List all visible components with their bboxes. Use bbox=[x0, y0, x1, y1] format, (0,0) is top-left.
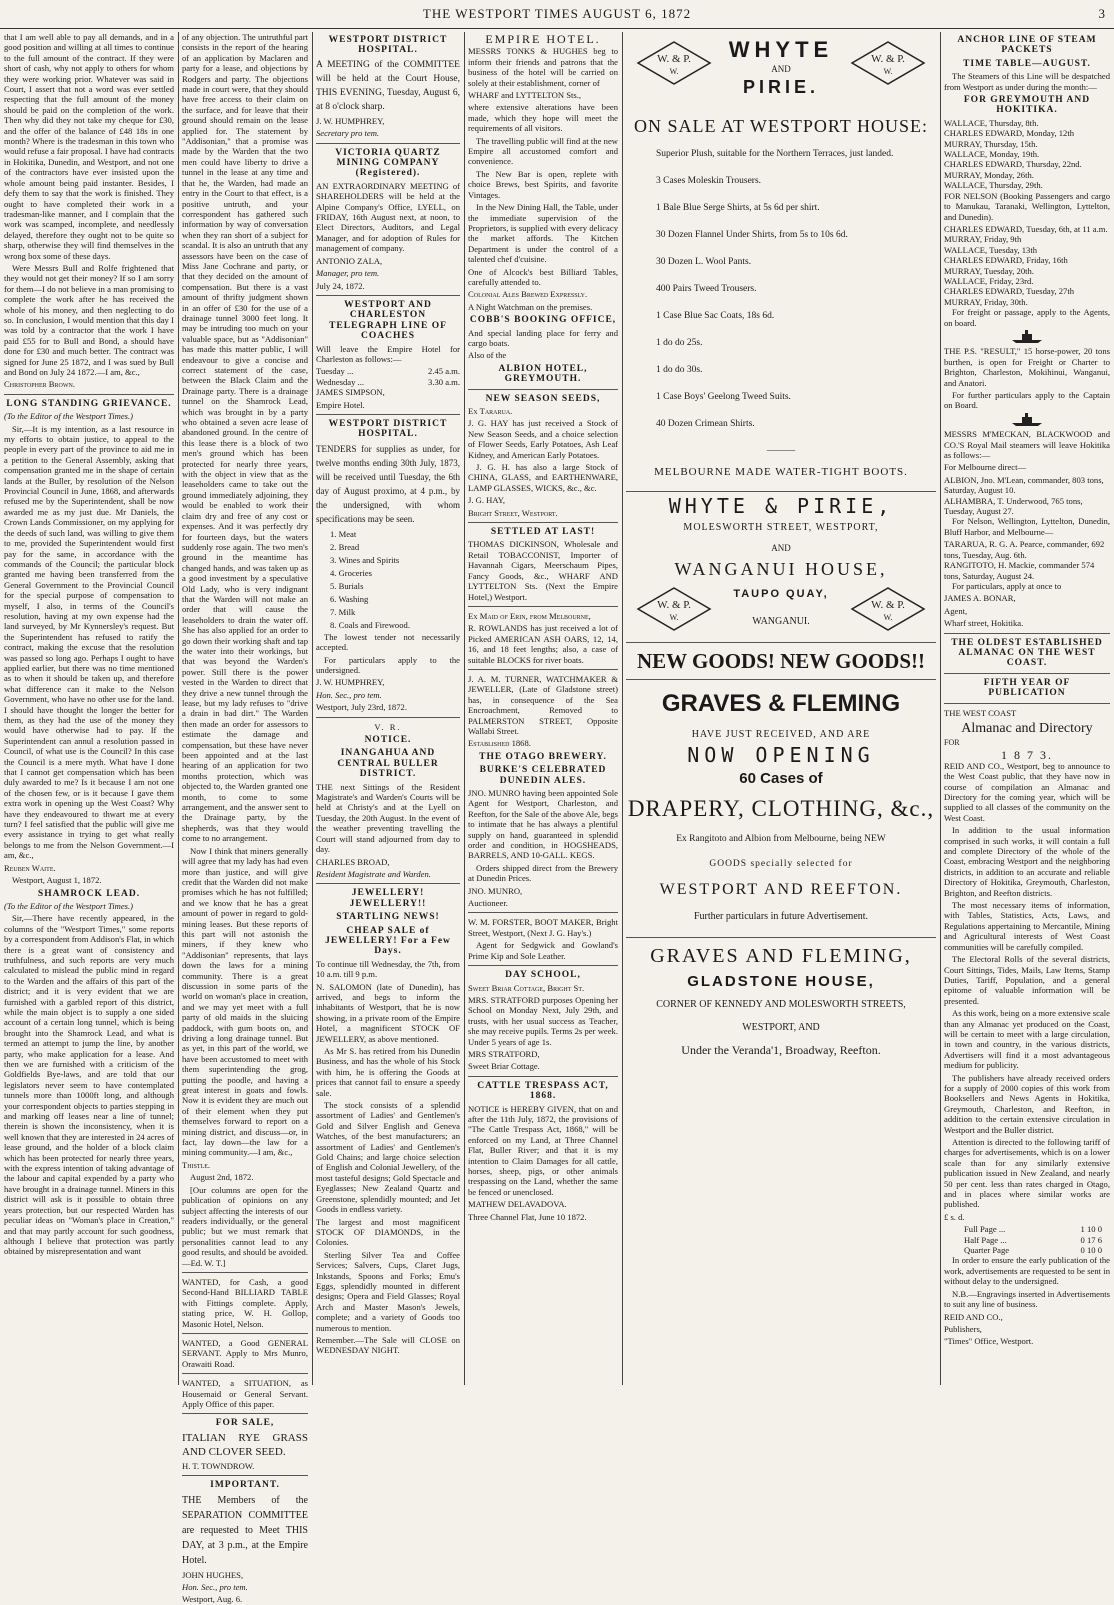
ad-heading: COBB'S BOOKING OFFICE, bbox=[469, 315, 617, 326]
divider bbox=[626, 679, 936, 680]
timetable bbox=[316, 366, 460, 387]
ad-signature: "Times" Office, Westport. bbox=[944, 1336, 1034, 1347]
column-5 bbox=[626, 32, 936, 1385]
on-sale-heading: ON SALE AT WESTPORT HOUSE: bbox=[634, 116, 928, 136]
sailing-item: CHARLES EDWARD, Tuesday, 27th bbox=[944, 286, 1075, 297]
sailing-item: CHARLES EDWARD, Friday, 16th bbox=[944, 255, 1068, 266]
divider bbox=[182, 1373, 308, 1374]
wp-logo-text: W. & P. bbox=[657, 53, 691, 65]
editor-address: (To the Editor of the Westport Times.) bbox=[4, 411, 133, 422]
ad-date: Westport, July 23rd, 1872. bbox=[316, 702, 407, 713]
timetable-row bbox=[316, 377, 460, 387]
tender-item: 1. Meat bbox=[330, 528, 357, 539]
ad-signature: J. W. HUMPHREY, bbox=[316, 677, 385, 688]
sailing-item: MURRAY, Tuesday, 20th. bbox=[944, 265, 1034, 276]
ad-signature: Resident Magistrate and Warden. bbox=[316, 868, 431, 879]
ad-subheading: Ex Tararua. bbox=[468, 406, 513, 416]
ad-signature: Hon. Sec., pro tem. bbox=[182, 1582, 248, 1593]
ad-date: July 24, 1872. bbox=[316, 280, 365, 291]
goods-item: 400 Pairs Tweed Trousers. bbox=[656, 284, 757, 294]
tariff-row-cell: 0 10 0 bbox=[1080, 1245, 1102, 1256]
ad-signature: JNO. MUNRO, bbox=[468, 885, 523, 896]
ad-heading: FIFTH YEAR OF PUBLICATION bbox=[983, 677, 1071, 699]
ad-signature: Secretary pro tem. bbox=[316, 128, 380, 139]
tender-item: 8. Coals and Firewood. bbox=[330, 619, 410, 630]
ad-signature: Wharf street, Hokitika. bbox=[944, 618, 1024, 629]
sailing-item: CHARLES EDWARD, Monday, 12th bbox=[944, 128, 1075, 139]
article-heading: SHAMROCK LEAD. bbox=[37, 888, 141, 899]
ad-heading: NEW SEASON SEEDS, bbox=[485, 393, 601, 404]
ad-text: As Mr S. has retired from his Dunedin Business, and has the whole of his Stock with him, he is offering the Goods at prices that cannot fail to ensure a speedy sale. bbox=[316, 1046, 460, 1098]
sailing-item: MURRAY, Friday, 30th. bbox=[944, 296, 1028, 307]
taupo-quay: TAUPO QUAY, bbox=[733, 588, 829, 600]
divider bbox=[316, 883, 460, 884]
wp-diamond-logo bbox=[636, 586, 712, 632]
whyte-pirie-banner: WHYTE & PIRIE, bbox=[668, 494, 894, 518]
ad-subheading: INANGAHUA AND CENTRAL BULLER DISTRICT. bbox=[337, 748, 439, 780]
steamer-icon bbox=[944, 330, 1110, 346]
ad-text: N. SALOMON (late of Dunedin), has arrived, and begs to inform the inhabitants of Westport, that he is now showing, in a private room of the Empire Hotel, a magnificent STOCK OF JEWELLERY, as above mentioned. bbox=[316, 981, 460, 1044]
ad-text: Orders shipped direct from the Brewery at Dunedin Prices. bbox=[468, 862, 618, 884]
ad-date: Three Channel Flat, June 10 1872. bbox=[468, 1211, 587, 1222]
sailing-item: MURRAY, Monday, 26th. bbox=[944, 169, 1034, 180]
ad-text: The travelling public will find at the new Empire all accustomed comfort and convenience. bbox=[468, 135, 618, 167]
ad-text: MRS. STRATFORD purposes Opening her School on Monday Next, July 29th, and trusts, with her usual success as Teacher, she may receive pupils. Terms 2s per week. Under 5 years of age 1s. bbox=[468, 994, 618, 1047]
editor-note: [Our columns are open for the publication of opinions on any subject affecting the interests of our readers individually, or the general public; but we must remark that personalities cannot lead to any good results, and should be avoided.—Ed. W. T.] bbox=[182, 1184, 308, 1268]
wp-logo-sub: W. bbox=[669, 613, 679, 622]
divider bbox=[944, 633, 1110, 634]
ad-subheading: Ex Maid of Erin, from Melbourne, bbox=[468, 610, 591, 621]
ad-signature: ANTONIO ZALA, bbox=[316, 255, 383, 266]
cases-line: 60 Cases of bbox=[739, 770, 823, 787]
divider bbox=[316, 717, 460, 718]
column-2 bbox=[182, 32, 309, 1605]
masthead-title: THE WESTPORT TIMES AUGUST 6, 1872 bbox=[422, 6, 692, 21]
ad-heading: IMPORTANT. bbox=[210, 1480, 280, 1491]
wanganui-house: WANGANUI HOUSE, bbox=[674, 559, 888, 579]
ad-text: The most necessary items of information, with Tables, Statistics, Acts, Laws, and Regulations appertaining to Mercantile, Mining and Agricultural interests of West Coast communities will be carefully compiled. bbox=[944, 900, 1110, 952]
column-rule bbox=[178, 32, 179, 1385]
ad-text: Colonial Ales Brewed Expressly. bbox=[468, 289, 588, 300]
column-1 bbox=[4, 32, 174, 1385]
article-text: Sir,—There have recently appeared, in the columns of the "Westport Times," some reports by a correspondent from Addison's Flat, in which there is a great want of consistency and truthfulness, and such reports are very much calculated to mislead the public mind in regard to the Warden and the affairs of this part of the district; and it is very evident that we are furnished with a garbled report of this district, while the main object is to supply a one sided account of a certain long tunnel, which is being brought into the Shamrock Lead, and what is termed an attempt to jump the line, by another party, who make application for a lease. And then we are furnished with a criticism of the Goldfields Bye-laws, and are told that our legislators never seem to have contemplated tunnels more than 1000ft long, and although your correspondent objects to parties stepping in and marking off leases near a line of tunnel; therein is shown the inconsistency, when it is well known that they are interested in 24 acres of lease ground, and the holder of a block claim which has been protected for nearly three years, with the express intention of taking advantage of the labour and capital expended by a party who have brought in a drainage tunnel. Miners in this district will ask is it possible to obtain three years protection, but our respected Warden has peculiar ideas on "Woman's place in Creation," and that may partly account for such goodness, although I believe that protection was partly obtained by misrepresentation and want bbox=[4, 913, 174, 1257]
divider bbox=[626, 937, 936, 938]
graves-fleming-title: GRAVES & FLEMING bbox=[661, 690, 901, 717]
tender-item: 6. Washing bbox=[330, 593, 369, 604]
ad-subheading: Sweet Briar Cottage, Bright St. bbox=[468, 982, 585, 993]
ad-signature: Agent, bbox=[944, 605, 968, 616]
goods-item: 1 do do 25s. bbox=[656, 338, 703, 348]
notice-text: THE next Sittings of the Resident Magistrate's and Warden's Courts will be held at Christy's and at the Lyell on Tuesday, the 20th August. In the event of the weather preventing travelling the Court will stand adjourned from day to day. bbox=[316, 781, 460, 855]
wp-logo-sub: W. bbox=[669, 67, 679, 76]
goods-item: 1 Case Boys' Geelong Tweed Suits. bbox=[656, 392, 791, 402]
sailing-item: WALLACE, Friday, 23rd. bbox=[944, 275, 1034, 286]
pirie-title: PIRIE. bbox=[742, 77, 819, 97]
tender-item: 5. Burials bbox=[330, 580, 364, 591]
article-text: of any objection. The untruthful part consists in the report of the hearing of an application by Maclaren and party for a lease, and objections by Rodgers and party. The objections made in court were, that they should have free access to their claim on the surface, and for leave that their ground should remain on the lease applied for. The statement by "Addisonian," that a promise was made by the Warden that the two men could have liberty to drive a tunnel in the lease at any time and that he, the Warden, had made an entry in the Court to that effect, is a positive untruth, and your correspondent has gathered such information by way of conversation when they ran short of a subject for scandal. It is also an untruth that any assessors have been on the case of Miss Jane Cochrane and party, or that they decided on the amount of compensation. But there is a vast amount of thrifty judgment shown in an offer of £30 for the use of a drainage tunnel 3000 feet long. It may be intruding too much on your valuable space, but as "Addisonian" has made this matter public, I will endeavour to give a concise and correct statement of the case, between the Black Claim and the Drainage party. There is a drainage tunnel on the Shamrock Lead, which was brought in by a party who obtained a seven acre lease of abandoned ground. In the centre of this lease there is a block of two men's ground which has been protected for nearly three years, with the object in view that as the leaseholders came to take out the ground immediately adjoining, they would be enabled to work their claim dry and free of any cost or expenses. And it was perfectly dry for fourteen days, but the waters suddenly rose again. The two men's ground in the meantime has changed hands, and was taken up as a good investment by a speculative Old Lady, who is very indignant that the Warden will not make an order that will cause the leaseholders to drain the water off. She has also applied for an order to go down their working shaft and tap the water into their workings, but that was beyond the Warden's power. Still there is the power vested in the Warden to direct that they drive a new tunnel through the lease, but my lady refuses to "drive a drain in bad dirt." The Warden then made an order for assessors to estimate the damage and compensation, but these have never been appointed and at the last hearing of an application for two months protection, which was objected to, the Warden granted one month, to come to some arrangement, and the answer sent to the Drainage party, by the shepherds, was that they would come to no arrangement. bbox=[182, 32, 309, 844]
tender-item: 4. Groceries bbox=[330, 567, 372, 578]
ad-heading: WESTPORT DISTRICT HOSPITAL. bbox=[328, 35, 448, 56]
ad-heading: ALBION HOTEL, GREYMOUTH. bbox=[498, 363, 588, 385]
ad-text: Remember.—The Sale will CLOSE on WEDNESDAY NIGHT. bbox=[316, 1334, 460, 1356]
ad-text: As this work, being on a more extensive scale than any Almanac yet produced on the Coast, will be certain to meet with a large circulation, in town and country, in the various districts, Advertisers will find it a most advantageous medium for publicity. bbox=[944, 1008, 1110, 1071]
ad-text: THOMAS DICKINSON, Wholesale and Retail TOBACCONIST, Importer of Havannah Cigars, Meerschaum Pipes, Fancy Goods, &c., WHARF AND LYTTELTON Sts. (Next the Empire Hotel,) Westport. bbox=[468, 539, 618, 602]
ad-heading: NOTICE. bbox=[364, 735, 412, 746]
tariff-row-cell: Half Page ... bbox=[964, 1234, 1007, 1245]
ad-text: For particulars, apply at once to bbox=[952, 580, 1062, 591]
ad-text: Sterling Silver Tea and Coffee Services; Salvers, Cups, Claret Jugs, Inkstands, Spoons and Forks; Emu's Eggs, splendidly mounted in different designs; Opera and Field Glasses; Royal Arch and Master Mason's Jewels, complete; and a variety of Goods too numerous to mention. bbox=[316, 1249, 460, 1333]
tariff-header: £ s. d. bbox=[944, 1211, 965, 1222]
notice-text: TENDERS for supplies as under, for twelve months ending 30th July, 1873, will be received until Tuesday, the 6th day of August proximo, at 4 p.m., by the undersigned, with whom specifications may be seen. bbox=[316, 443, 460, 524]
graves-fleming-title-2: GRAVES AND FLEMING, bbox=[650, 945, 912, 967]
ad-text: J. A. M. TURNER, WATCHMAKER & JEWELLER, (Late of Gladstone street) has, in consequence of the Sea Encroachment, Removed to PALMERSTON STREET, Opposite Wallabi Street. bbox=[468, 673, 618, 736]
divider bbox=[944, 703, 1110, 704]
wanganui-town: WANGANUI. bbox=[752, 616, 810, 627]
ex-line: Ex Rangitoto and Albion from Melbourne, being NEW bbox=[676, 834, 886, 844]
column-3 bbox=[316, 32, 460, 1385]
divider bbox=[316, 295, 460, 296]
divider: ——— bbox=[766, 446, 796, 456]
article-text: Now I think that miners generally will agree that my lady has had even more than justice, and will give credit that the Warden did not make promises which he has not fulfilled; and we know that he has a great amount of power in regard to gold-mining leases. But these reports of this part will not astonish the miners, if they knew who "Addisonian" represents, that lays down the laws for a mining community. There is a great discussion in some parts of the world on woman's place in creation, and we may yet meet with a full party of old maids in the sluicing paddock, with gum boots on, and driving a long drainage tunnel. But as yet, in this part of the world, we have been accustomed to meet with them superintending the grog, putting the poodle, and having a great interest in goats and fowls. Now it is evident they are much out of their element when they put themselves forward to report on a mining district, and discuss—or, in fact, lay down—the law for a mining community.—I am, &c., bbox=[182, 845, 308, 1158]
ad-heading: CATTLE TRESPASS ACT, 1868. bbox=[477, 1080, 609, 1102]
divider bbox=[626, 642, 936, 643]
classified-ad: WANTED, for Cash, a good Second-Hand BILLIARD TABLE with Fittings complete. Apply, stating price, W. H. Gollop, Masonic Hotel, Nelson. bbox=[182, 1276, 308, 1329]
new-goods-banner: NEW GOODS! NEW GOODS!! bbox=[636, 649, 925, 673]
notice-text: For particulars apply to the undersigned. bbox=[316, 654, 460, 675]
ad-heading: WESTPORT AND CHARLESTON TELEGRAPH LINE OF COACHES bbox=[329, 299, 447, 342]
notice-text: AN EXTRAORDINARY MEETING of SHAREHOLDERS will be held at the Alpine Company's Office, LYELL, on FRIDAY, 16th August next, at noon, to Elect Directors, Auditors, and Legal Manager, and for adoption of Rules for management of company. bbox=[316, 180, 460, 254]
ad-heading: FOR GREYMOUTH AND HOKITIKA. bbox=[963, 95, 1091, 116]
corner-line: CORNER OF KENNEDY AND MOLESWORTH STREETS, bbox=[656, 999, 906, 1010]
ad-signature: Auctioneer. bbox=[468, 898, 508, 909]
timetable-row-cell: 3.30 a.m. bbox=[428, 376, 460, 387]
and-text: AND bbox=[771, 543, 791, 553]
gladstone-house: GLADSTONE HOUSE, bbox=[687, 973, 875, 990]
timetable-row-cell: Tuesday ... bbox=[316, 366, 354, 377]
ad-heading: CHEAP SALE of JEWELLERY! For a Few Days. bbox=[325, 925, 451, 957]
ad-text: For Melbourne direct— bbox=[944, 462, 1027, 473]
ad-signature: MATHEW DELAVADOVA. bbox=[468, 1199, 567, 1210]
drapery-line: DRAPERY, CLOTHING, &c., bbox=[627, 796, 935, 821]
ad-signature: CHARLES BROAD, bbox=[316, 856, 390, 867]
divider bbox=[182, 1413, 308, 1414]
sailing-list bbox=[944, 224, 1110, 307]
ad-text: And special landing place for ferry and cargo boats. bbox=[468, 327, 618, 348]
ad-text: The Electoral Rolls of the several districts, Court Sittings, Tides, Mails, Law Items, Stamp Duties, Tariff, Population, and a general epitome of valuable information will be presented. bbox=[944, 954, 1110, 1006]
wp-diamond-logo bbox=[636, 40, 712, 86]
tariff-row-cell: 0 17 6 bbox=[1080, 1234, 1102, 1245]
further-line: Further particulars in future Advertisement. bbox=[693, 911, 869, 922]
westport-and-line: WESTPORT, AND bbox=[742, 1022, 820, 1033]
ad-text: R. ROWLANDS has just received a lot of Picked AMERICAN ASH OARS, 12, 14, 16, and 18 feet lengths; also, a case of suitable BLOCKS for river boats. bbox=[468, 623, 618, 665]
sailing-item: ALHAMBRA, T. Underwood, 765 tons, Tuesday, August 27. bbox=[944, 495, 1083, 517]
goods-item: 1 Bale Blue Serge Shirts, at 5s 6d per shirt. bbox=[656, 203, 820, 213]
ad-text: In order to ensure the early publication of the work, advertisements are requested to be sent in without delay to the undersigned. bbox=[944, 1255, 1110, 1287]
timetable-row-cell: 2.45 a.m. bbox=[428, 366, 460, 377]
steamer-icon bbox=[944, 413, 1110, 429]
divider bbox=[944, 673, 1110, 674]
whyte-title: WHYTE bbox=[728, 37, 834, 62]
wp-diamond-logo bbox=[850, 586, 926, 632]
goods-item: Superior Plush, suitable for the Northern Terraces, just landed. bbox=[656, 149, 894, 159]
sailing-list bbox=[944, 118, 1110, 191]
sailing-item: RANGITOTO, H. Mackie, commander 574 tons, Saturday, August 24. bbox=[944, 560, 1095, 581]
column-rule bbox=[622, 32, 623, 1385]
notice-text: Will leave the Empire Hotel for Charleston as follows:— bbox=[316, 343, 460, 364]
ad-heading: JEWELLERY! JEWELLERY!! bbox=[349, 888, 427, 909]
wp-logo-text: W. & P. bbox=[657, 599, 691, 611]
tender-item: 3. Wines and Spirits bbox=[330, 554, 400, 565]
ad-text: W. M. FORSTER, BOOT MAKER, Bright Street, Westport, (Next J. G. Hay's.) bbox=[468, 917, 618, 938]
classified-ad: WANTED, a Good GENERAL SERVANT. Apply to Mrs Munro, Orawaiti Road. bbox=[182, 1337, 308, 1369]
letter-signature: Thistle. bbox=[182, 1159, 211, 1170]
sailing-item: TARARUA, R. G. A. Pearce, commander, 692 tons, Tuesday, Aug. 6th. bbox=[944, 539, 1105, 560]
masthead bbox=[0, 6, 1114, 29]
article-text: Sir,—It is my intention, as a last resource in my efforts to obtain justice, to appeal to the people in every part of the province to aid me in a petition to the General Assembly, asking that compensation granted me in the shape of certain lands at the Buller, by resolution of the Nelson Provincial Council in June, 1868, and afterwards refused me by the Superintendent, shall be now awarded me as my just due. Mr Daniels, the Crown Lands Commissioner, on my applying for the deeds of such land, was willing to give them to me, provided the Superintendent would first pay for the same, in accordance with the commands of the Council; the particular block granted me having been transferred from the General Government to the Provincial Council for the special purpose of compensation to myself, I also, in terms of the Council's resolution, having at my own expense had the land surveyed, by Mr Kynnersley's request. But the Superintendent has refused to ratify the contract, making the excuse that the resolution was passed so long ago. Perhaps I ought to have applied earlier, but there was no time mentioned as to when it should be taken up, and therefore what difference can it make to the Nelson Government, who have no other use for the land. I should have thought the longer the better for them, as they had the use of the money they would have otherwise had to pay. If the Superintendent can annul a resolution passed in Council, of what use is the Council? In this case the Council is a mere myth. What have I done that I cannot get compensation which has been duly awarded to me? Is it because I am not one of the chosen few, or is it because I gave them extra work in opening up the West Coast? Why have they endeavoured to thwart me at every turn? I feel satisfied that the public will give me every assistance in trying to get what really belongs to me from the Nelson Government.—I am, &c., bbox=[4, 423, 174, 861]
page-number: 3 bbox=[1098, 6, 1106, 21]
tender-item: 2. Bread bbox=[330, 541, 360, 552]
ad-signature: JAMES SIMPSON, bbox=[316, 387, 385, 398]
divider bbox=[182, 1333, 308, 1334]
ad-text: J. G. HAY has just received a Stock of New Season Seeds, and a choice selection of Flower Seeds, Early Potatoes, Ash Leaf Kidney, and American Early Potatoes. bbox=[468, 418, 618, 460]
ad-text: Established 1868. bbox=[468, 738, 531, 749]
column-4 bbox=[468, 32, 618, 1385]
ad-text: where extensive alterations have been made, which they hope will meet the requirements of all visitors. bbox=[468, 102, 618, 134]
ad-signature: REID AND CO., bbox=[944, 1311, 1003, 1322]
ad-text: The New Bar is open, replete with choice Brews, best Spirits, and favorite Vintages. bbox=[468, 168, 618, 200]
boots-line: MELBOURNE MADE WATER-TIGHT BOOTS. bbox=[654, 466, 908, 478]
ad-text: The stock consists of a splendid assortment of Ladies' and Gentlemen's Gold and Silver English and Geneva Watches, of the best manufacturers; an assortment of Ladies' and Gentlemen's Gold Chains; and large choice selection of English and Colonial Jewellery, of the most tasteful designs; Gold Spectacle and Eyeglasses; New Zealand Quartz and Greenstone, splendidly mounted; and Jet Goods in endless variety. bbox=[316, 1100, 460, 1215]
sailing-item: ALBION, Jno. M'Lean, commander, 803 tons, Saturday, August 10. bbox=[944, 474, 1104, 496]
ad-text: The Steamers of this Line will be despatched from Westport as under during the month:— bbox=[944, 71, 1110, 92]
divider bbox=[182, 1475, 308, 1476]
ad-heading: TIME TABLE—AUGUST. bbox=[963, 58, 1091, 69]
sailing-list bbox=[944, 539, 1110, 581]
ad-heading: FOR SALE, bbox=[215, 1418, 275, 1429]
ad-heading: VICTORIA QUARTZ MINING COMPANY (Registered). bbox=[335, 147, 441, 179]
classified-ad: THE Members of the SEPARATION COMMITTEE are requested to Meet THIS DAY, at 3 p.m., at the Empire Hotel. bbox=[182, 1494, 308, 1566]
article-heading: LONG STANDING GRIEVANCE. bbox=[6, 398, 172, 409]
letter-signature: Reuben Waite. bbox=[4, 862, 56, 873]
goods-item: 30 Dozen Flannel Under Shirts, from 5s to 10s 6d. bbox=[656, 230, 848, 240]
ad-signature: Empire Hotel. bbox=[316, 399, 365, 410]
letter-date: August 2nd, 1872. bbox=[190, 1172, 254, 1183]
sailing-item: CHARLES EDWARD, Tuesday, 6th, at 11 a.m. bbox=[944, 223, 1108, 234]
goods-item: 1 Case Blue Sac Coats, 18s 6d. bbox=[656, 311, 775, 321]
tariff-row bbox=[964, 1224, 1102, 1234]
ad-signature: Sweet Briar Cottage. bbox=[468, 1061, 540, 1072]
wp-logo-text: W. & P. bbox=[871, 599, 905, 611]
ad-signature: H. T. TOWNDROW. bbox=[182, 1460, 255, 1471]
sailing-item: WALLACE, Monday, 19th. bbox=[944, 149, 1040, 160]
ad-signature: Publishers, bbox=[944, 1323, 982, 1334]
classified-ad: ITALIAN RYE GRASS AND CLOVER SEED. bbox=[182, 1431, 308, 1458]
ad-text: The largest and most magnificent STOCK OF DIAMONDS, in the Colonies. bbox=[316, 1216, 460, 1248]
ad-signature: JAMES A. BONAR, bbox=[944, 593, 1016, 604]
tariff-table bbox=[944, 1224, 1110, 1255]
ad-heading: ANCHOR LINE OF STEAM PACKETS bbox=[957, 35, 1097, 56]
ad-text: THE P.S. "RESULT," 15 horse-power, 20 tons burthen, is open for Freight or Charter to Brighton, Charleston, Mokihinui, Wanganui, and Anatori. bbox=[944, 346, 1110, 388]
goods-list bbox=[626, 148, 936, 431]
almanac-title: Almanac and Directory bbox=[961, 720, 1093, 736]
column-6 bbox=[944, 32, 1110, 1385]
letter-text: that I am well able to pay all demands, and in a good position and willing at all times to continue to the full amount of the contract. If they were short of cash, why not apply to others for whom they were working prior. Whatever was said in Court, I assert that not a word was ever settled respecting that the full amount of the money should be paid on the completion of the work. Then why did they not take my cheque for £30, and the offer of the balance of £48 18s in one month? Where is the tradesman in this town who would refuse a fair proposal. I have had contracts in Hokitika, Dunedin, and Westport, and not one of the contractors have ever insisted upon the whole amount being paid instanter. Besides, I defy them to say that the work is finished. They ought to have completed their work in a tradesman-like manner, and I complain that the work was scamped, incomplete, and needlessly delayed, therefore they ought not to be quite so sharp, otherwise they will find themselves in the wrong box some of these days. bbox=[4, 32, 174, 261]
wp-logo-sub: W. bbox=[883, 613, 893, 622]
classified-ad: WANTED, a SITUATION, as Housemaid or General Servant. Apply Office of this paper. bbox=[182, 1378, 308, 1409]
column-rule bbox=[940, 32, 941, 1385]
tariff-row-cell: Full Page ... bbox=[964, 1224, 1006, 1235]
ad-signature: Hon. Sec., pro tem. bbox=[316, 689, 382, 700]
ad-subheading: THE WEST COAST bbox=[944, 707, 1017, 718]
letter-date: Westport, August 1, 1872. bbox=[12, 875, 102, 886]
ad-heading: STARTLING NEWS! bbox=[336, 912, 440, 923]
sailing-item: CHARLES EDWARD, Thursday, 22nd. bbox=[944, 159, 1082, 170]
editor-address: (To the Editor of the Westport Times.) bbox=[4, 900, 133, 911]
sailing-item: WALLACE, Tuesday, 13th bbox=[944, 244, 1038, 255]
veranda-line: Under the Veranda'1, Broadway, Reefton. bbox=[681, 1043, 881, 1057]
goods-item: 3 Cases Moleskin Trousers. bbox=[656, 176, 762, 186]
divider bbox=[626, 491, 936, 492]
tender-list bbox=[316, 528, 460, 632]
ad-text: For further particulars apply to the Captain on Board. bbox=[944, 390, 1110, 411]
goods-item: 30 Dozen L. Wool Pants. bbox=[656, 257, 752, 267]
address-line: MOLESWORTH STREET, WESTPORT, bbox=[683, 522, 879, 533]
ad-signature: Bright Street, Westport. bbox=[468, 507, 558, 518]
ad-signature: J. G. HAY, bbox=[468, 495, 506, 506]
ad-text: J. G. H. has also a large Stock of CHINA, GLASS, and EARTHENWARE, LAMP GLASSES, WICKS, &c., &c. bbox=[468, 462, 618, 493]
column-rule bbox=[464, 32, 465, 1385]
ad-text: MESSRS TONKS & HUGHES beg to inform their friends and patrons that the business of the hotel will be carried on solely at their establishment, corner of bbox=[468, 46, 618, 88]
ad-signature: Manager, pro tem. bbox=[316, 268, 380, 279]
ad-text: For Nelson, Wellington, Lyttelton, Dunedin, Bluff Harbor, and Melbourne— bbox=[944, 516, 1110, 537]
divider bbox=[468, 669, 618, 670]
sailing-item: MURRAY, Friday, 9th bbox=[944, 234, 1022, 245]
letter-signature: Christopher Brown. bbox=[4, 379, 75, 390]
received-line: HAVE JUST RECEIVED, AND ARE bbox=[691, 729, 871, 740]
sailing-item: WALLACE, Thursday, 8th. bbox=[944, 117, 1039, 128]
tender-item: 7. Milk bbox=[330, 606, 356, 617]
ad-text: FOR NELSON (Booking Passengers and cargo to Manukau, Taranaki, Wellington, Lyttelton, and Dunedin). bbox=[944, 190, 1110, 222]
letter-text: Were Messrs Bull and Rolfe frightened that they would not get their money? If so I am sorry for them—I do not believe in a man promising to complete the work after he has received the whole of his money, and then neglecting to do so. In conclusion, I would mention that this day I was told by a contractor that the work I have paid £55 for to Bull and Bond, a should have done for £30 and much better. The contract was signed for June 25 1872, and I was sued by Bull and Bond on July 24 1872.—I am, &c., bbox=[4, 262, 174, 377]
almanac-year: 1 8 7 3. bbox=[1001, 748, 1053, 763]
now-opening-banner: NOW OPENING bbox=[687, 743, 875, 767]
sailing-item: WALLACE, Thursday, 29th. bbox=[944, 180, 1043, 191]
ad-signature: MRS STRATFORD, bbox=[468, 1048, 540, 1059]
column-rule bbox=[312, 32, 313, 1385]
royal-cipher bbox=[316, 722, 460, 732]
whyte-pirie-header bbox=[626, 32, 936, 110]
ad-text: Also of the bbox=[468, 350, 507, 361]
ad-date: Westport, Aug. 6. bbox=[182, 1594, 243, 1605]
divider bbox=[468, 965, 618, 966]
timetable-row bbox=[316, 366, 460, 376]
ad-text: MESSRS M'MECKAN, BLACKWOOD and CO.'S Royal Mail steamers will leave Hokitika as follows:— bbox=[944, 429, 1110, 461]
divider bbox=[468, 522, 618, 523]
ad-subheading: FOR bbox=[944, 737, 960, 747]
sailing-list bbox=[944, 475, 1110, 517]
divider bbox=[316, 143, 460, 144]
ad-text: NOTICE is HEREBY GIVEN, that on and after the 11th July, 1872, the provisions of "The Cattle Trespass Act, 1868," will be enforced on my Land, at Three Channel Flat, Buller River; and that it is my intention to Claim Damages for all cattle, horses, sheep, pigs, or other animals trespassing on the Land, whether the same be fenced or unenclosed. bbox=[468, 1103, 618, 1197]
divider bbox=[468, 389, 618, 390]
ad-text: To continue till Wednesday, the 7th, from 10 a.m. till 9 p.m. bbox=[316, 958, 460, 980]
ad-text: A Night Watchman on the premises. bbox=[468, 301, 593, 312]
ad-text: JNO. MUNRO having been appointed Sole Agent for Westport, Charleston, and Reefton, for the Sale of the above Ale, begs to intimate that he has always a plentiful supply on hand, guaranteed in splendid order and condition, in HOGSHEADS, BARRELS, AND 10-GALL. KEGS. bbox=[468, 788, 618, 861]
divider bbox=[316, 414, 460, 415]
royal-cipher-text: V. R. bbox=[374, 721, 402, 732]
divider bbox=[468, 606, 618, 607]
ad-signature: JOHN HUGHES, bbox=[182, 1569, 244, 1580]
goods-item: 1 do do 30s. bbox=[656, 365, 703, 375]
divider bbox=[468, 1076, 618, 1077]
tariff-row bbox=[964, 1235, 1102, 1245]
ad-heading: THE OTAGO BREWERY. bbox=[479, 751, 607, 762]
ad-signature: J. W. HUMPHREY, bbox=[316, 115, 385, 126]
ad-heading: WESTPORT DISTRICT HOSPITAL. bbox=[328, 418, 448, 440]
goods-line: GOODS specially selected for bbox=[709, 859, 853, 869]
taupo-block bbox=[626, 584, 936, 638]
ad-heading: THE OLDEST ESTABLISHED ALMANAC ON THE WEST COAST. bbox=[951, 637, 1103, 669]
ad-text: One of Alcock's best Billiard Tables, carefully attended to. bbox=[468, 266, 618, 287]
wp-logo-sub: W. bbox=[883, 67, 893, 76]
ad-heading: EMPIRE HOTEL. bbox=[485, 32, 601, 46]
ad-text: WHARF and LYTTELTON Sts., bbox=[468, 90, 582, 101]
timetable-row-cell: Wednesday ... bbox=[316, 376, 364, 387]
ad-text: In addition to the usual information comprised in such works, it will contain a full and complete Directory of the whole of the Coast, embracing Westport and the neighboring districts, in addition to an accurate and reliable Directory of Hokitika, Greymouth, Charleston, Brighton, and Reefton districts. bbox=[944, 825, 1110, 898]
sailing-item: MURRAY, Thursday, 15th. bbox=[944, 138, 1038, 149]
ad-text: Agent for Sedgwick and Gowland's Prime Kip and Sole Leather. bbox=[468, 940, 618, 961]
ad-text: Attention is directed to the following tariff of charges for advertisements, which is on a lower scale than for any similarly extensive publication issued in New Zealand, and nearly 50 per cent. less than rates charged in Otago, and in places where similar works are published. bbox=[944, 1137, 1110, 1210]
and-text: AND bbox=[771, 64, 791, 74]
notice-text: The lowest tender not necessarily accepted. bbox=[316, 631, 460, 653]
tariff-row-cell: Quarter Page bbox=[964, 1245, 1010, 1256]
ad-text: The publishers have already received orders for a supply of 2000 copies of this work from Booksellers and News Agents in Hokitika, Greymouth, Charleston, and Reefton, in addition to the certain extensive circulation in Westport and the Buller district. bbox=[944, 1072, 1110, 1135]
ad-text: In the New Dining Hall, the Table, under the immediate supervision of the Proprietors, is supplied with every delicacy the market affords. The Kitchen Department is under the control of a talented chef d'cuisine. bbox=[468, 202, 618, 265]
wp-diamond-logo bbox=[850, 40, 926, 86]
divider bbox=[468, 912, 618, 913]
divider bbox=[4, 394, 174, 395]
ad-heading: DAY SCHOOL, bbox=[505, 970, 581, 981]
notice-text: A MEETING of the COMMITTEE will be held at the Court House, THIS EVENING, Tuesday, August 6, at 8 o'clock sharp. bbox=[316, 59, 460, 112]
ad-text: For freight or passage, apply to the Agents, on board. bbox=[944, 307, 1110, 328]
tariff-row bbox=[964, 1245, 1102, 1255]
goods-item: 40 Dozen Crimean Shirts. bbox=[656, 419, 755, 429]
westport-reefton-line: WESTPORT AND REEFTON. bbox=[659, 881, 903, 898]
ad-heading: BURKE'S CELEBRATED DUNEDIN ALES. bbox=[479, 765, 607, 786]
divider bbox=[182, 1272, 308, 1273]
wp-logo-text: W. & P. bbox=[871, 53, 905, 65]
ad-text: N.B.—Engravings inserted in Advertisements to suit any line of business. bbox=[944, 1288, 1110, 1310]
ad-heading: SETTLED AT LAST! bbox=[490, 527, 596, 538]
tariff-row-cell: 1 10 0 bbox=[1080, 1224, 1102, 1235]
ad-text: REID AND CO., Westport, beg to announce to the West Coast public, that they have now in course of compilation an Almanac and Directory for the coming year, which will be supplied to all classes of the community on the West Coast. bbox=[944, 760, 1110, 823]
